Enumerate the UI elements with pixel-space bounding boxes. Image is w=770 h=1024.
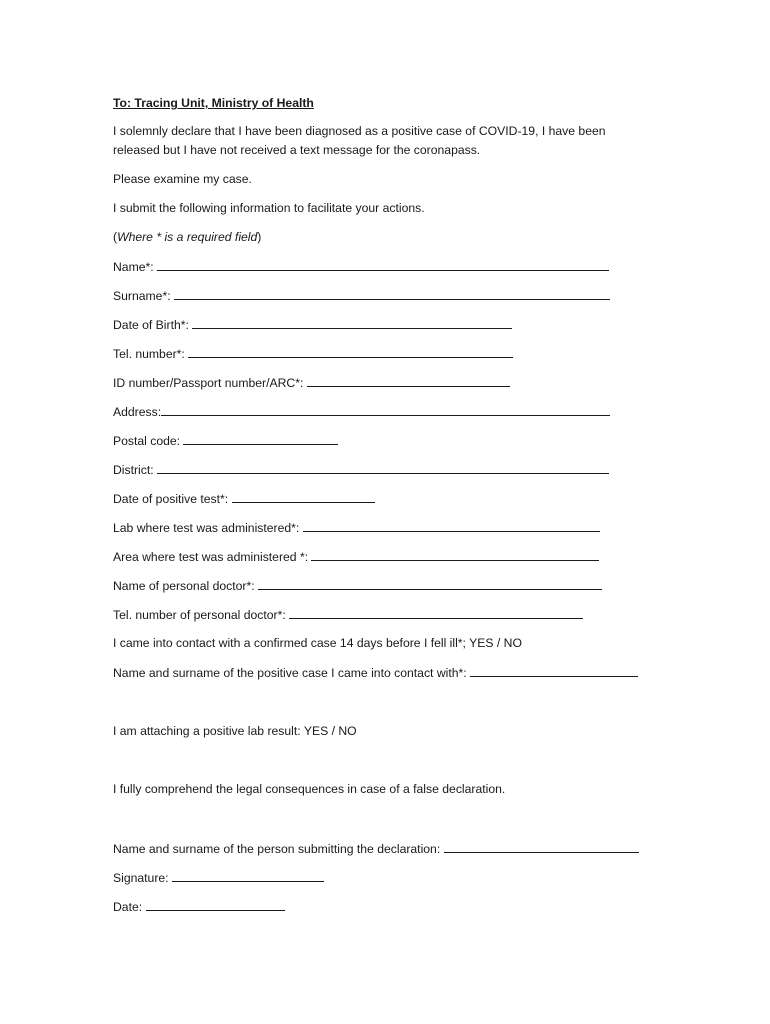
submitter-field[interactable] (444, 840, 639, 853)
contact-name-label: Name and surname of the positive case I came into contact with*: (113, 666, 471, 680)
area-label: Area where test was administered *: (113, 550, 312, 564)
contact-question: I came into contact with a confirmed case 14 days before I fell ill*; YES / NO (113, 636, 522, 650)
lab-label: Lab where test was administered*: (113, 521, 303, 535)
tel-row (113, 345, 513, 362)
doctor-tel-row (113, 606, 583, 623)
test-date-field[interactable] (232, 490, 375, 503)
name-field[interactable] (157, 258, 609, 271)
address-label: Address: (113, 405, 162, 419)
test-date-label: Date of positive test*: (113, 492, 232, 506)
required-note-text: Where * is a required field (117, 230, 258, 244)
district-label: District: (113, 463, 158, 477)
area-field[interactable] (311, 548, 599, 561)
doctor-field[interactable] (258, 577, 602, 590)
date-field[interactable] (146, 898, 285, 911)
form-title: To: Tracing Unit, Ministry of Health (113, 96, 314, 110)
submitter-label: Name and surname of the person submitting the declaration: (113, 842, 444, 856)
date-row (113, 898, 285, 915)
dob-label: Date of Birth*: (113, 318, 193, 332)
lab-row (113, 519, 600, 536)
postal-row (113, 432, 338, 449)
name-label: Name*: (113, 260, 158, 274)
examine-text: Please examine my case. (113, 172, 252, 186)
test-date-row (113, 490, 375, 507)
contact-name-field[interactable] (470, 664, 638, 677)
area-row (113, 548, 599, 565)
surname-field[interactable] (174, 287, 610, 300)
district-field[interactable] (157, 461, 609, 474)
doctor-tel-field[interactable] (289, 606, 583, 619)
district-row (113, 461, 609, 478)
id-row (113, 374, 510, 391)
declaration-text: I solemnly declare that I have been diagnosed as a positive case of COVID-19, I have been released but I have not received a text message for the coronapass. (113, 124, 606, 157)
postal-field[interactable] (183, 432, 338, 445)
lab-field[interactable] (303, 519, 600, 532)
contact-name-row (113, 664, 638, 681)
doctor-row (113, 577, 602, 594)
doctor-label: Name of personal doctor*: (113, 579, 258, 593)
address-row (113, 403, 610, 420)
attach-lab-result: I am attaching a positive lab result: YES / NO (113, 724, 357, 738)
surname-row (113, 287, 610, 304)
required-note (113, 229, 261, 245)
surname-label: Surname*: (113, 289, 174, 303)
signature-row (113, 869, 324, 886)
id-field[interactable] (307, 374, 510, 387)
name-row (113, 258, 609, 275)
id-label: ID number/Passport number/ARC*: (113, 376, 307, 390)
legal-statement: I fully comprehend the legal consequences in case of a false declaration. (113, 782, 506, 796)
signature-label: Signature: (113, 871, 172, 885)
doctor-tel-label: Tel. number of personal doctor*: (113, 608, 290, 622)
tel-label: Tel. number*: (113, 347, 189, 361)
date-label: Date: (113, 900, 146, 914)
signature-field[interactable] (172, 869, 324, 882)
tel-field[interactable] (188, 345, 513, 358)
submitter-row (113, 840, 639, 857)
postal-label: Postal code: (113, 434, 184, 448)
submit-info-text: I submit the following information to facilitate your actions. (113, 201, 425, 215)
address-field[interactable] (161, 403, 610, 416)
dob-row (113, 316, 512, 333)
dob-field[interactable] (192, 316, 512, 329)
required-note-open: ( (113, 230, 118, 244)
required-note-close: ) (257, 230, 262, 244)
